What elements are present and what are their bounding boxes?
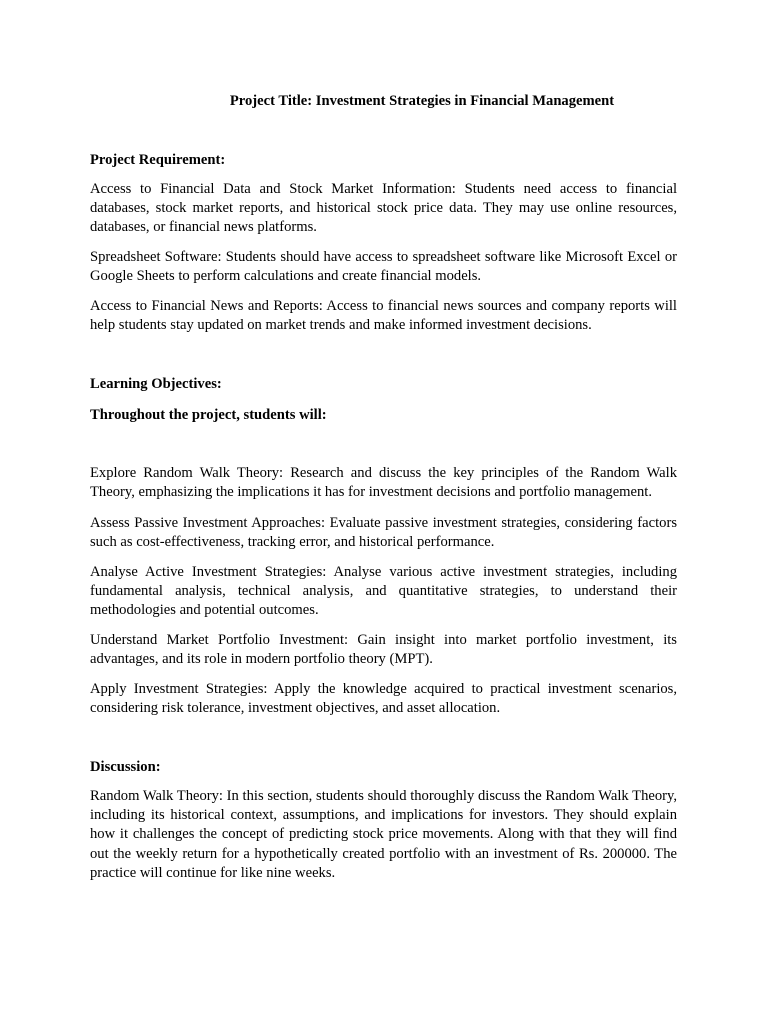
project-title: Project Title: Investment Strategies in Financial Management xyxy=(229,93,615,109)
objective-item-random-walk: Explore Random Walk Theory: Research and discuss the key principles of the Random Walk Theory, emphasizing the implications it has for investment decisions and portfolio management. xyxy=(90,465,677,501)
objectives-subheading: Throughout the project, students will: xyxy=(90,407,327,423)
objective-item-apply: Apply Investment Strategies: Apply the knowledge acquired to practical investment scenarios, considering risk tolerance, investment objectives, and asset allocation. xyxy=(90,681,677,717)
discussion-paragraph: Random Walk Theory: In this section, students should thoroughly discuss the Random Walk Theory, including its historical context, assumptions, and implications for investors. They should explain how it challenges the concept of predicting stock price movements. Along with that they will find out the weekly return for a hypothetically created portfolio with an investment of Rs. 200000. The practice will continue for like nine weeks. xyxy=(90,788,677,881)
objective-item-market-portfolio: Understand Market Portfolio Investment: Gain insight into market portfolio investment, its advantages, and its role in modern portfolio theory (MPT). xyxy=(90,632,677,668)
requirement-item-news-reports: Access to Financial News and Reports: Access to financial news sources and company reports will help students stay updated on market trends and make informed investment decisions. xyxy=(90,298,677,334)
objective-item-passive: Assess Passive Investment Approaches: Evaluate passive investment strategies, considering factors such as cost-effectiveness, tracking error, and historical performance. xyxy=(90,515,677,551)
discussion-heading: Discussion: xyxy=(90,759,161,775)
objective-item-active: Analyse Active Investment Strategies: Analyse various active investment strategies, including fundamental analysis, technical analysis, and quantitative strategies, to understand their methodologies and potential outcomes. xyxy=(90,564,677,619)
requirement-item-financial-data: Access to Financial Data and Stock Market Information: Students need access to financial databases, stock market reports, and historical stock price data. They may use online resources, databases, or financial news platforms. xyxy=(90,181,677,236)
requirements-heading: Project Requirement: xyxy=(90,152,226,168)
requirement-item-spreadsheet: Spreadsheet Software: Students should have access to spreadsheet software like Microsoft Excel or Google Sheets to perform calculations and create financial models. xyxy=(90,249,677,285)
objectives-heading: Learning Objectives: xyxy=(90,376,222,392)
